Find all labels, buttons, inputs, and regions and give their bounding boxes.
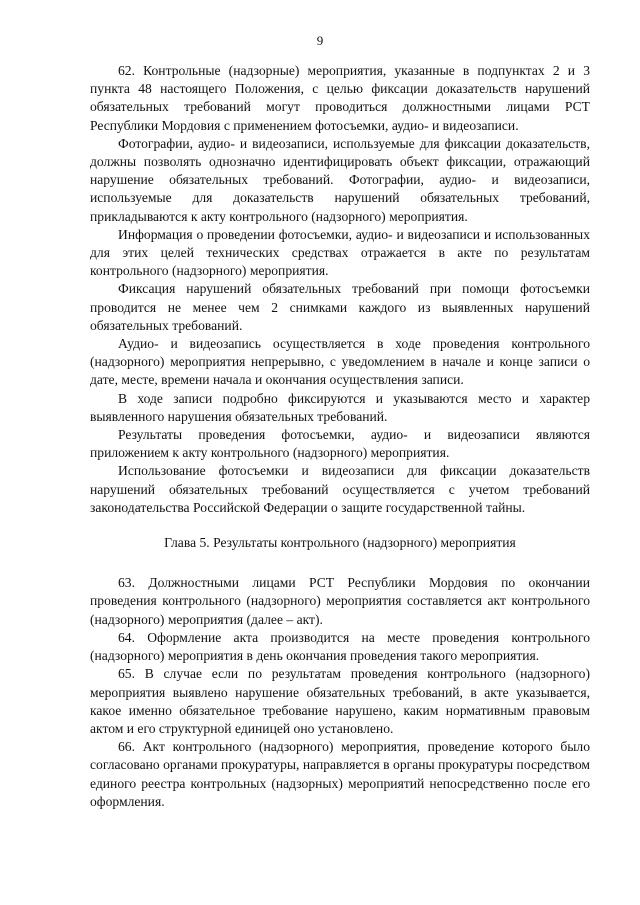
paragraph-63: 63. Должностными лицами РСТ Республики Мордовия по окончании проведения контрольного (надзорного) мероприятия составляется акт контрольного (надзорного) мероприятия (далее – акт). [90, 575, 590, 627]
document-body [90, 62, 590, 811]
paragraph-recording-info: Информация о проведении фотосъемки, аудио- и видеозаписи и использованных для этих целей технических средствах отражается в акте по результатам контрольного (надзорного) мероприятия. [90, 226, 590, 279]
paragraph-state-secret: Использование фотосъемки и видеозаписи для фиксации доказательств нарушений обязательных требований осуществляется с учетом требований законодательства Российской Федерации о защите государственной тайны. [90, 463, 590, 515]
paragraph-results-attachment: Результаты проведения фотосъемки, аудио- и видеозаписи являются приложением к акту контрольного (надзорного) мероприятия. [90, 427, 590, 461]
paragraph-photo-fixation: Фиксация нарушений обязательных требований при помощи фотосъемки проводится не менее чем 2 снимками каждого из выявленных нарушений обязательных требований. [90, 281, 590, 333]
paragraph-66: 66. Акт контрольного (надзорного) мероприятия, проведение которого было согласовано органами прокуратуры, направляется в органы прокуратуры посредством единого реестра контрольных (надзорных) мероприятий непосредственно после его оформления. [90, 739, 590, 809]
paragraph-recording-details: В ходе записи подробно фиксируются и указываются место и характер выявленного нарушения обязательных требований. [90, 390, 590, 424]
paragraph-64: 64. Оформление акта производится на месте проведения контрольного (надзорного) мероприятия в день окончания проведения такого мероприятия. [90, 629, 590, 664]
chapter-heading: Глава 5. Результаты контрольного (надзорного) мероприятия [164, 535, 516, 551]
page-number: 9 [316, 33, 324, 48]
paragraph-65: 65. В случае если по результатам проведения контрольного (надзорного) мероприятия выявлено нарушение обязательных требований, в акте указывается, какое именно обязательное требование нарушено, каким нормативным правовым актом и его структурной единицей оно установлено. [90, 666, 590, 736]
paragraph-audio-video: Аудио- и видеозапись осуществляется в ходе проведения контрольного (надзорного) мероприятия непрерывно, с уведомлением в начале и конце записи о дате, месте, времени начала и окончания осуществления записи. [90, 336, 590, 388]
paragraph-photo-requirements: Фотографии, аудио- и видеозаписи, используемые для фиксации доказательств, должны позволять однозначно идентифицировать объект фиксации, отражающий нарушение обязательных требований. Фотографии, аудио- и видеозаписи, используемые для доказательств нарушений обязательных требований, прикладываются к акту контрольного (надзорного) мероприятия. [90, 135, 590, 224]
paragraph-62: 62. Контрольные (надзорные) мероприятия, указанные в подпунктах 2 и 3 пункта 48 настоящего Положения, с целью фиксации доказательств нарушений обязательных требований могут проводиться должностными лицами РСТ Республики Мордовия с применением фотосъемки, аудио- и видеозаписи. [90, 63, 590, 133]
